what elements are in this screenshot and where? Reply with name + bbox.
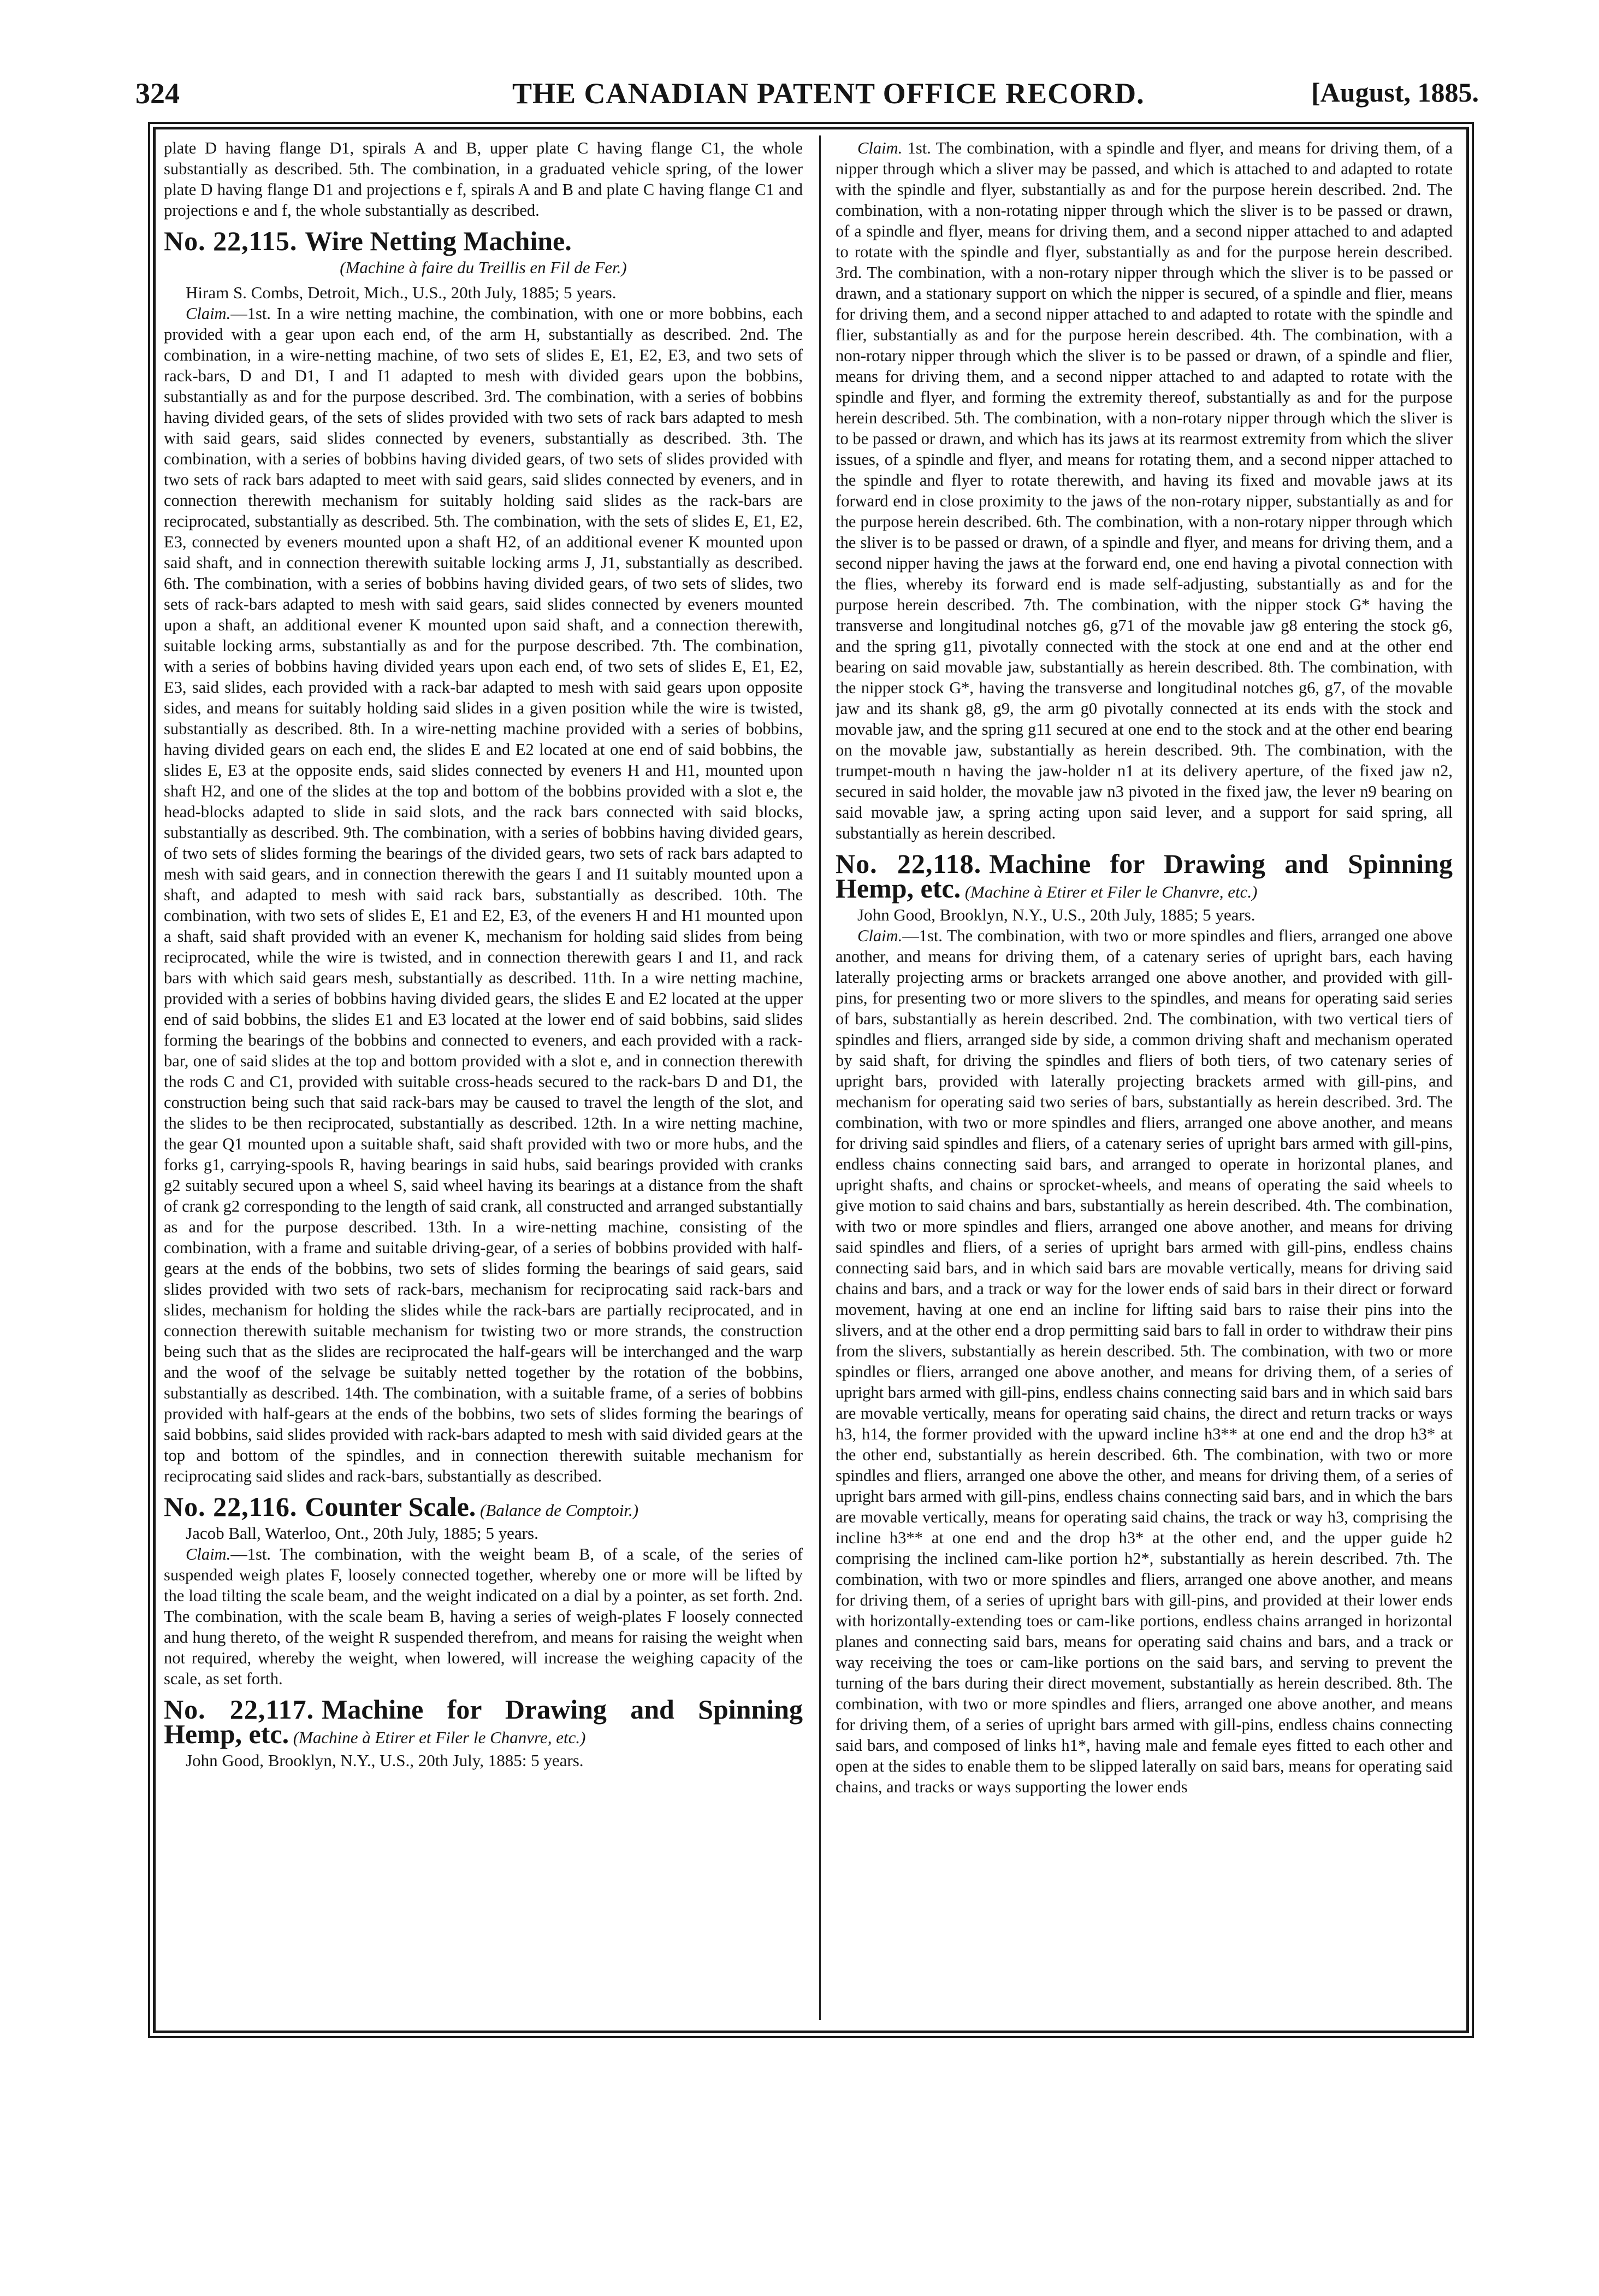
patent-heading-22116 bbox=[164, 1491, 803, 1522]
patent-french-title: (Balance de Comptoir.) bbox=[479, 1501, 639, 1520]
publication-title: THE CANADIAN PATENT OFFICE RECORD. bbox=[512, 77, 1145, 110]
patent-french-title: (Machine à Etirer et Filer le Chanvre, etc.) bbox=[293, 1728, 586, 1747]
patent-assignee: Hiram S. Combs, Detroit, Mich., U.S., 20th July, 1885; 5 years. bbox=[186, 283, 617, 302]
page-number: 324 bbox=[135, 77, 180, 110]
claim-text: —1st. The combination, with the weight beam B, of a scale, of the series of suspended weigh plates F, loosely connected together, whereby one or more will be lifted by the load tilting the scale beam, and the weight indicated on a dial by a pointer, as set forth. 2nd. The combination, with the scale beam B, having a series of weigh-plates F loosely connected and hung thereto, of the weight R suspended therefrom, and means for raising the weight when not required, whereby the weight, when lowered, will increase the weighing capacity of the scale, as set forth. bbox=[164, 1545, 803, 1688]
continuation-text: plate D having flange D1, spirals A and B, upper plate C having flange C1, the whole substantially as described. 5th. The combination, in a graduated vehicle spring, of the lower plate D having flange D1 and projections e f, spirals A and B and plate C having flange C1 and projections e and f, the whole substantially as described. bbox=[164, 139, 803, 220]
column-divider bbox=[819, 135, 821, 2020]
patent-assignee: John Good, Brooklyn, N.Y., U.S., 20th July, 1885; 5 years. bbox=[857, 905, 1255, 924]
patent-number: No. 22,115. bbox=[164, 226, 298, 256]
patent-title: Counter Scale. bbox=[305, 1491, 476, 1522]
patent-number: No. 22,118. bbox=[836, 848, 982, 879]
patent-title: Wire Netting Machine. bbox=[305, 226, 572, 256]
patent-french-title: (Machine à Etirer et Filer le Chanvre, etc.) bbox=[964, 882, 1258, 901]
patent-heading-22117 bbox=[164, 1694, 803, 1749]
patent-heading-22115 bbox=[164, 226, 803, 256]
right-column bbox=[836, 138, 1453, 2020]
patent-french-title: (Machine à faire du Treillis en Fil de Fer.) bbox=[340, 258, 627, 277]
patent-claim bbox=[836, 925, 1453, 1797]
claim-text: 1st. The combination, with a spindle and flyer, and means for driving them, of a nipper through which a sliver may be passed, and which is attached to and adapted to rotate with the spindle and flyer, substantially as and for the purpose herein described. 2nd. The combination, with a non-rotating nipper through which the sliver is to be passed or drawn, of a spindle and flyer, means for driving them, and a second nipper attached to and adapted to rotate with the spindle and flyer, substantially as and for the purpose herein described. 3rd. The combination, with a non-rotary nipper through which the sliver is to be passed or drawn, and a stationary support on which the nipper is secured, of a spindle and flier, means for driving them, and a second nipper attached to and adapted to rotate with the spindle and flier, substantially as and for the purpose herein described. 4th. The combination, with a non-rotary nipper through which the sliver is to be passed or drawn, of a spindle and flier, means for driving them, and a second nipper attached to and adapted to rotate with the spindle and flyer, and forming the extremity thereof, substantially as and for the purpose herein described. 5th. The combination, with a non-rotary nipper through which the sliver is to be passed or drawn, and which has its jaws at its rearmost extremity from which the sliver issues, of a spindle and flyer, and means for rotating them, and a second nipper attached to the spindle and flyer to rotate therewith, and having its fixed and movable jaws at its forward end in close proximity to the jaws of the non-rotary nipper, substantially as and for the purpose herein described. 6th. The combination, with a non-rotary nipper through which the sliver is to be passed or drawn, of a spindle and flyer, and means for driving them, and a second nipper having the jaws at the forward end, one end having a pivotal connection with the flies, whereby its forward end is made self-adjusting, substantially as and for the purpose herein described. 7th. The combination, with the nipper stock G* having the transverse and longitudinal notches g6, g71 of the movable jaw g8 entering the stock g6, and the spring g11, pivotally connected with the stock at one end and at the other end bearing on said movable jaw, substantially as herein described. 8th. The combination, with the nipper stock G*, having the transverse and longitudinal notches g6, g7, of the movable jaw and its shank g8, g9, the arm g0 pivotally connected at its ends with the stock and movable jaw, and the spring g11 secured at one end to the stock and at the other end bearing on the movable jaw, substantially as herein described. 9th. The combination, with the trumpet-mouth n having the jaw-holder n1 at its delivery aperture, of the fixed jaw n2, secured in said holder, the movable jaw n3 pivoted in the fixed jaw, the lever n9 bearing on said movable jaw, a spring acting upon said lever, and a support for said spring, all substantially as herein described. bbox=[836, 139, 1453, 842]
claim-text: —1st. In a wire netting machine, the combination, with one or more bobbins, each provided with a gear upon each end, of the arm H, substantially as described. 2nd. The combination, in a wire-netting machine, of two sets of slides E, E1, E2, E3, and two sets of rack-bars, D and D1, I and I1 adapted to mesh with divided gears upon the bobbins, substantially as and for the purpose described. 3rd. The combination, with a series of bobbins having divided gears, of the sets of slides provided with two sets of rack bars adapted to mesh with said gears, said slides connected by eveners, substantially as described. 3th. The combination, with a series of bobbins having divided gears, of two sets of slides provided with two sets of rack bars adapted to meet with said gears, said slides connected by eveners, and in connection therewith mechanism for suitably holding said slides as the rack-bars are reciprocated, substantially as described. 5th. The combination, with the sets of slides E, E1, E2, E3, connected by eveners mounted upon a shaft H2, of an additional evener K mounted upon said shaft, and in connection therewith suitable locking arms J, J1, substantially as described. 6th. The combination, with a series of bobbins having divided gears, of two sets of slides, two sets of rack-bars adapted to mesh with said gears, said slides connected by eveners mounted upon a shaft, an additional evener K mounted upon said shaft, and a connection therewith, suitable locking arms, substantially as and for the purpose described. 7th. The combination, with a series of bobbins having divided years upon each end, of two sets of slides E, E1, E2, E3, said slides, each provided with a rack-bar adapted to mesh with said gears upon opposite sides, and means for suitably holding said slides in a given position while the wire is twisted, substantially as described. 8th. In a wire-netting machine provided with a series of bobbins, having divided gears on each end, the slides E and E2 located at one end of said bobbins, the slides E, E3 at the opposite ends, said slides connected by eveners H and H1, mounted upon shaft H2, and one of the slides at the top and bottom of the bobbins provided with a slot e, the head-blocks adapted to slide in said slots, and the rack bars connected with said blocks, substantially as described. 9th. The combination, with a series of bobbins having divided gears, of two sets of slides forming the bearings of the divided gears, two sets of rack bars adapted to mesh with said gears, and in connection therewith the gears I and I1 suitably mounted upon a shaft, and adapted to mesh with said rack bars, substantially as described. 10th. The combination, with two sets of slides E, E1 and E2, E3, of the eveners H and H1 mounted upon a shaft, said shaft provided with an evener K, mechanism for holding said slides from being reciprocated, while the wire is twisted, and in connection therewith gears I and I1, and rack bars with which said gears mesh, substantially as described. 11th. In a wire netting machine, provided with a series of bobbins having divided gears, the slides E and E2 located at the upper end of said bobbins, the slides E1 and E3 located at the lower end of said bobbins, said slides forming the bearings of the bobbins and connected to eveners, and each provided with a rack-bar, one of said slides at the top and bottom provided with a slot e, and in connection therewith the rods C and C1, provided with suitable cross-heads secured to the rack-bars D and D1, the construction being such that said rack-bars may be caused to travel the length of the slot, and the slides to be then reciprocated, substantially as described. 12th. In a wire netting machine, the gear Q1 mounted upon a suitable shaft, said shaft provided with two or more hubs, and the forks g1, carrying-spools R, having bearings in said hubs, said bearings provided with cranks g2 suitably secured upon a wheel S, said wheel having its bearings at a distance from the shaft of crank g2 corresponding to the length of said crank, all constructed and arranged substantially as and for the purpose described. 13th. In a wire-netting machine, consisting of the combination, with a frame and suitable driving-gear, of a series of bobbins provided with half-gears at the ends of the bobbins, two sets of slides forming the bearings of said gears, said slides provided with two sets of rack-bars, mechanism for reciprocating said rack-bars and slides, mechanism for holding the slides while the rack-bars are partially reciprocated, and in connection therewith suitable mechanism for twisting two or more strands, the construction being such that as the slides are reciprocated the half-gears will be interchanged and the warp and the woof of the selvage be suitably netted together by the rotation of the bobbins, substantially as described. 14th. The combination, with a suitable frame, of a series of bobbins provided with half-gears at the ends of the bobbins, two sets of slides forming the bearings of said bobbins, said slides provided with rack-bars adapted to mesh with said divided gears at the top and bottom of the spindles, and in connection therewith suitable mechanism for reciprocating said slides and rack-bars, substantially as described. bbox=[164, 304, 803, 1485]
claim-label: Claim. bbox=[857, 139, 903, 157]
patent-title: Machine for Drawing and Spinning Hemp, etc. bbox=[836, 848, 1453, 904]
claim-label: Claim. bbox=[186, 304, 231, 323]
patent-title: Machine for Drawing and Spinning Hemp, etc. bbox=[164, 1694, 803, 1749]
patent-claim bbox=[164, 1544, 803, 1689]
claim-label: Claim. bbox=[186, 1545, 231, 1563]
continuation-claim bbox=[836, 138, 1453, 843]
patent-assignee: Jacob Ball, Waterloo, Ont., 20th July, 1885; 5 years. bbox=[186, 1524, 538, 1543]
patent-heading-22118 bbox=[836, 848, 1453, 904]
patent-claim bbox=[164, 303, 803, 1486]
patent-number: No. 22,117. bbox=[164, 1694, 315, 1725]
patent-assignee: John Good, Brooklyn, N.Y., U.S., 20th July, 1885: 5 years. bbox=[186, 1751, 584, 1770]
claim-label: Claim. bbox=[857, 926, 903, 945]
left-column bbox=[164, 138, 803, 2020]
claim-text: —1st. The combination, with two or more spindles and fliers, arranged one above another, and means for driving them, of a catenary series of upright bars, each having laterally projecting arms or brackets arranged one above another, and provided with gill-pins, for presenting two or more slivers to the spindles, and means for operating said series of bars, substantially as herein described. 2nd. The combination, with two vertical tiers of spindles and fliers, arranged side by side, a common driving shaft and mechanism operated by said shaft, for driving the spindles and fliers of both tiers, of two catenary series of upright bars, provided with laterally projecting brackets armed with gill-pins, and mechanism for operating said two series of bars, substantially as herein described. 3rd. The combination, with two or more spindles and fliers, arranged one above another, and means for driving said spindles and fliers, of a catenary series of upright bars armed with gill-pins, endless chains connecting said bars, and arranged to operate in horizontal planes, and upright shafts, and chains or sprocket-wheels, and means of operating the said wheels to give motion to said chains and bars, substantially as herein described. 4th. The combination, with two or more spindles and fliers, arranged one above another, and means for driving said spindles and fliers, of a series of upright bars armed with gill-pins, endless chains connecting said bars, and in which said bars are movable vertically, means for driving said chains and bars, and a track or way for the lower ends of said bars in their direct or forward movement, having at one end an incline for lifting said bars to raise their pins into the slivers, and at the other end a drop permitting said bars to fall in order to withdraw their pins from the slivers, substantially as herein described. 5th. The combination, with two or more spindles or fliers, arranged one above another, and means for driving them, of a series of upright bars armed with gill-pins, endless chains connecting said bars and in which said bars are movable vertically, means for operating said chains, the direct and return tracks or ways h3, h14, the former provided with the upward incline h3** at one end and the drop h3* at the other end, substantially as herein described. 6th. The combination, with two or more spindles and fliers, arranged one above the other, and means for driving them, of a series of upright bars armed with gill-pins, endless chains connecting said bars, and in which the bars are movable vertically, means for operating said chains, the track or way h3, comprising the incline h3** at one end and the drop h3* at the other end, and the upper guide h2 comprising the inclined cam-like portion h2*, substantially as herein described. 7th. The combination, with two or more spindles and fliers, arranged one above another, and means for driving them, of a series of upright bars with gill-pins, and provided at their lower ends with horizontally-extending toes or cam-like portions, endless chains arranged in horizontal planes and connecting said bars, means for operating said chains and bars, and a track or way receiving the toes or cam-like portions on the said bars, and serving to prevent the turning of the bars during their direct movement, substantially as herein described. 8th. The combination, with two or more spindles and fliers, arranged one above another, and means for driving them, of a series of upright bars armed with gill-pins, endless chains connecting said bars, and composed of links h1*, having male and female eyes fitted to each other and open at the sides to enable them to be slipped laterally on said bars, means for operating said chains, and tracks or ways supporting the lower ends bbox=[836, 926, 1453, 1796]
issue-date: [August, 1885. bbox=[1311, 77, 1479, 108]
page-header bbox=[135, 76, 1479, 126]
patent-number: No. 22,116. bbox=[164, 1491, 298, 1522]
